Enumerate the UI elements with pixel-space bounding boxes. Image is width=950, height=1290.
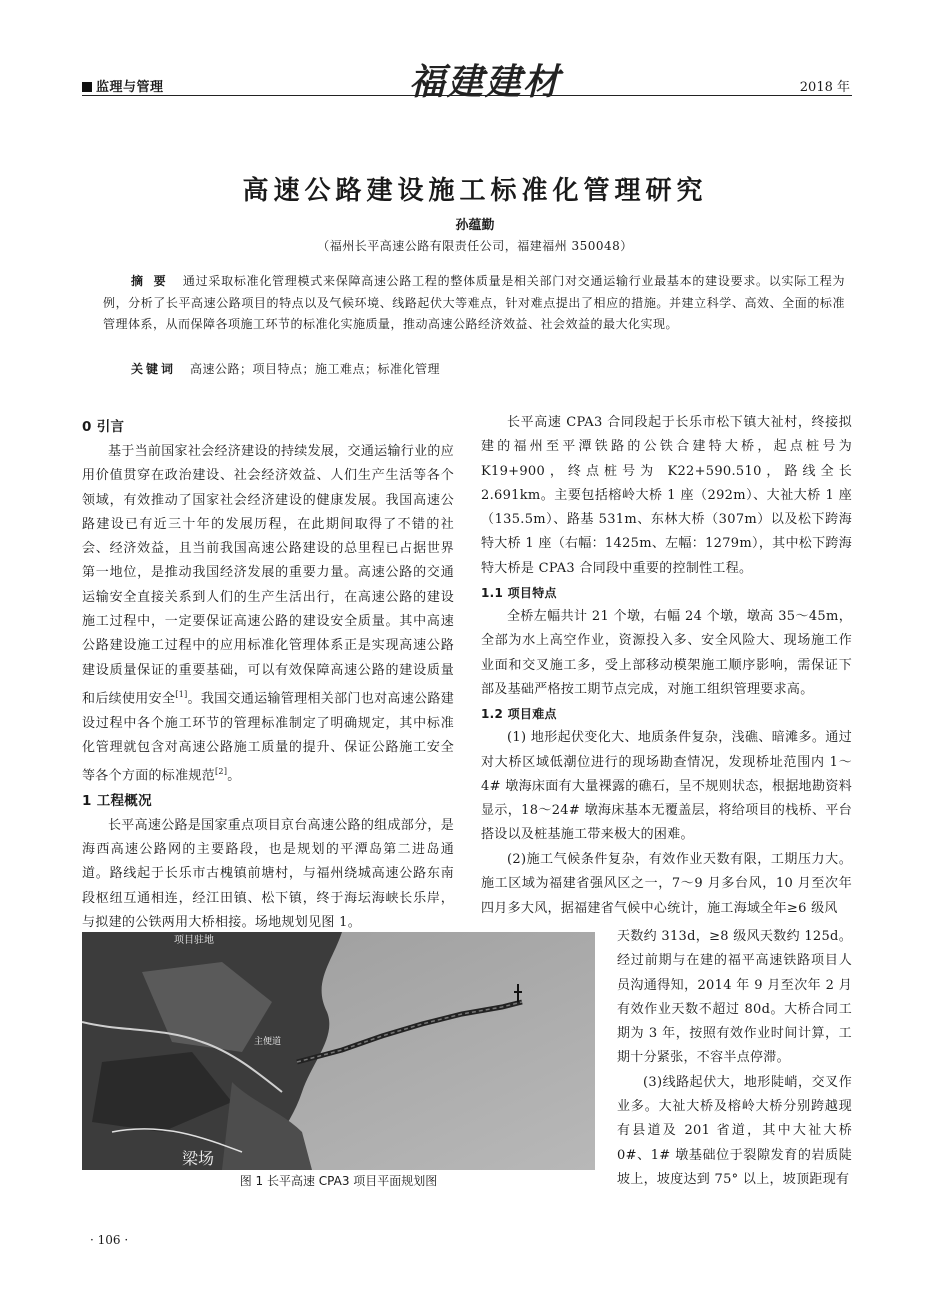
journal-year: 2018 年: [799, 80, 850, 95]
article-title: 高速公路建设施工标准化管理研究: [242, 176, 708, 206]
abstract: [103, 271, 845, 336]
paragraph-difficulty-3: (3)线路起伏大，地形陡峭，交叉作业多。大祉大桥及榕岭大桥分别跨越现有县道及 201 省道，其中大祉大桥 0#、1# 墩基础位于裂隙发育的岩质陡坡上，坡度达到 75° 以上，坡顶距现有: [617, 1074, 852, 1187]
paragraph-overview: 长平高速公路是国家重点项目京台高速公路的组成部分，是海西高速公路网的主要路段，也是规划的平潭岛第二进岛通道。路线起于长乐市古槐镇前塘村，与福州绕城高速公路东南段枢纽互通相连，经江田镇、松下镇，终于海坛海峡长乐岸，与拟建的公铁两用大桥相接。场地规划见图 1。: [82, 817, 454, 930]
citation-1: [1]: [175, 689, 188, 699]
paragraph-contract-section: 长平高速 CPA3 合同段起于长乐市松下镇大祉村，终接拟建的福州至平潭铁路的公铁合建特大桥，起点桩号为 K19+900，终点桩号为 K22+590.510，路线全长 2.691km。主要包括榕岭大桥 1 座（292m）、大祉大桥 1 座（135.5m）、路基 531m、东林大桥（307m）以及松下跨海特大桥 1 座（右幅：1425m、左幅：1279m），其中松下跨海特大桥是 CPA3 合同段中重要的控制性工程。: [481, 415, 852, 576]
paragraph-difficulty-2-end: 天数约 313d，≥8 级风天数约 125d。经过前期与在建的福平高速铁路项目人员沟通得知，2014 年 9 月至次年 2 月有效作业天数不超过 80d。大桥合同工期为 3 年，按照有效作业时间计算，工期十分紧张，不容半点停滞。: [617, 929, 852, 1066]
article-author: 孙蕴勤: [455, 218, 495, 233]
site-plan-photo: [82, 932, 595, 1170]
subsection-heading-features: 1.1 项目特点: [481, 586, 557, 601]
section-label: [82, 76, 164, 95]
right-column-lower: [481, 848, 852, 921]
header-divider: [82, 95, 852, 96]
section-heading-overview: 1 工程概况: [82, 792, 152, 809]
author-affiliation: （福州长平高速公路有限责任公司，福建福州 350048）: [317, 239, 633, 253]
left-column: [82, 415, 454, 935]
abstract-label: 摘 要: [131, 274, 169, 288]
abstract-text: 通过采取标准化管理模式来保障高速公路工程的整体质量是相关部门对交通运输行业最基本的建设要求。以实际工程为例，分析了长平高速公路项目的特点以及气候环境、线路起伏大等难点，针对难点提出了相应的措施。并建立科学、高效、全面的标准管理体系，从而保障各项施工环节的标准化实施质量，推动高速公路经济效益、社会效益的最大化实现。: [103, 274, 845, 331]
paragraph-intro: [82, 440, 454, 789]
page-number: · 106 ·: [90, 1233, 129, 1247]
keywords-text: 高速公路；项目特点；施工难点；标准化管理: [190, 362, 441, 376]
journal-logo: 福建建材: [408, 61, 561, 103]
figure-label-road: 主便道: [254, 1037, 282, 1047]
paragraph-intro-part1: 基于当前国家社会经济建设的持续发展，交通运输行业的应用价值贯穿在政治建设、社会经济效益、人们生产生活等各个领域，有效推动了国家社会经济建设的健康发展。我国高速公路建设已有近三十年的发展历程，在此期间取得了不错的社会、经济效益，且当前我国高速公路建设的总里程已占据世界第一地位，是推动我国经济发展的重要力量。高速公路的交通运输安全直接关系到人们的生产生活出行，在高速公路的建设施工过程中，一定要保证高速公路的建设安全质量。其中高速公路建设施工过程中的应用标准化管理体系正是实现高速公路建设质量保证的重要基础，可以有效保障高速公路的建设质量和后续使用安全: [82, 444, 454, 707]
section-heading-intro: 0 引言: [82, 419, 125, 435]
paragraph-difficulty-1: (1) 地形起伏变化大、地质条件复杂，浅礁、暗滩多。通过对大桥区域低潮位进行的现场勘查情况，发现桥址范围内 1～4# 墩海床面有大量裸露的礁石，呈不规则状态，根据地勘资料显示，18～24# 墩海床基本无覆盖层，将给项目的栈桥、平台搭设以及桩基施工带来极大的困难。: [481, 730, 852, 843]
square-bullet-icon: [82, 82, 92, 92]
figure-caption: 图 1 长平高速 CPA3 项目平面规划图: [239, 1174, 438, 1188]
figure-label-yard: 梁场: [182, 1149, 215, 1168]
figure-label-camp: 项目驻地: [174, 935, 214, 946]
paragraph-intro-part3: 。: [227, 768, 241, 784]
keywords: [131, 360, 845, 377]
section-label-text: 监理与管理: [96, 80, 164, 95]
aerial-photo-illustration: [82, 932, 595, 1170]
citation-2: [2]: [215, 767, 228, 777]
paragraph-difficulty-2-start: (2)施工气候条件复杂，有效作业天数有限，工期压力大。施工区域为福建省强风区之一，7～9 月多台风，10 月至次年四月多大风，据福建省气候中心统计，施工海域全年≥6 级风: [481, 852, 852, 916]
keywords-label: 关键词: [131, 362, 177, 376]
right-column-narrow: [617, 925, 852, 1192]
paragraph-features: 全桥左幅共计 21 个墩，右幅 24 个墩，墩高 35～45m，全部为水上高空作业，资源投入多、安全风险大、现场施工作业面和交叉施工多，受上部移动模架施工顺序影响，需保证下部及基础严格按工期节点完成，对施工组织管理要求高。: [481, 609, 852, 697]
right-column: [481, 411, 852, 848]
subsection-heading-difficulties: 1.2 项目难点: [481, 707, 557, 722]
paragraph-intro-part2: 。我国交通运输管理相关部门也对高速公路建设过程中各个施工环节的管理标准制定了明确规定，其中标准化管理就包含对高速公路施工质量的提升、保证公路施工安全等各个方面的标准规范: [82, 691, 454, 784]
